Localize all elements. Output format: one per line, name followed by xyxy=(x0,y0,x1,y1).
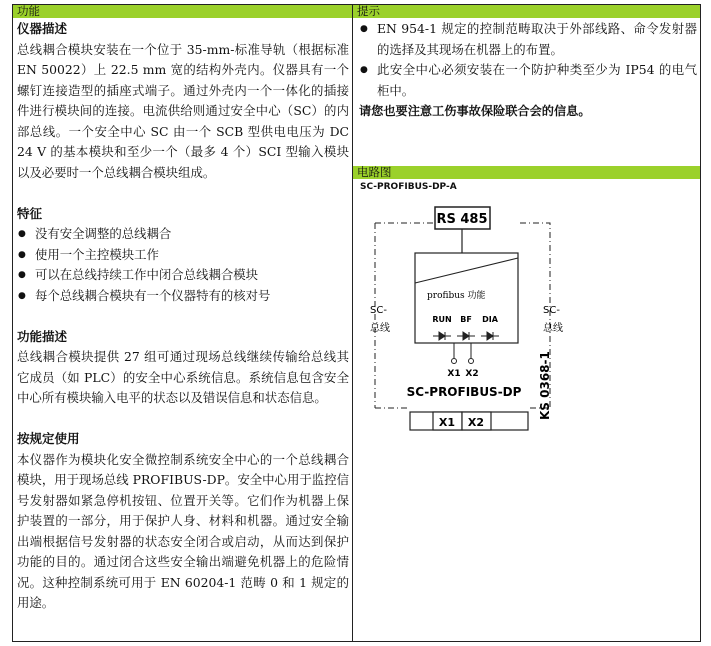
feature-item: ● 可以在总线持续工作中闭合总线耦合模块 xyxy=(17,265,349,286)
usage-description: 本仪器作为模块化安全微控制系统安全中心的一个总线耦合模块，用于现场总线 PROFIBUS-DP。安全中心用于监控信号发射器如紧急停机按钮、位置开关等。它们作为机器上保护装置的一部分，用于保护人身、材料和机器。通过安全输出端根据信号发射器的状态安全闭合或启动，从而达到保护功能的目的。通过闭合这些安全输出端避免机器上的危险情况。这种控制系统可用于 EN 60204-1 范畴 0 和 1 规定的用途。 xyxy=(17,451,349,610)
sc-bus-right-1: SC- xyxy=(543,305,560,316)
device-code: KS 0368-1 xyxy=(538,351,552,420)
notes-list xyxy=(359,19,697,101)
diagram-title: SC-PROFIBUS-DP-A xyxy=(360,182,457,192)
terminal-x2 xyxy=(469,359,474,364)
circuit-diagram xyxy=(353,198,700,443)
device-description: 总线耦合模块安装在一个位于 35-mm-标准导轨（根据标准 EN 50022）上 22.5 mm 宽的结构外壳内。仪器具有一个螺钉连接造型的插座式端子。通过外壳内一个一体化的插接件进行模块间的连接。电流供给则通过安全中心（SC）的内部总线。一个安全中心 SC 由一个 SCB 型供电电压为 DC 24 V 的基本模块和至少一个（最多 4 个）SCI 型输入模块以及必要时一个总线耦合模块组成。 xyxy=(17,41,349,180)
device-name: SC-PROFIBUS-DP xyxy=(406,385,522,399)
connector-x2: X2 xyxy=(467,416,485,429)
connector-x1: X1 xyxy=(438,416,456,429)
note-item: ● 此安全中心必须安装在一个防护种类至少为 IP54 的电气柜中。 xyxy=(359,60,697,101)
features-list xyxy=(17,224,349,306)
insurance-note: 请您也要注意工伤事故保险联合会的信息。 xyxy=(359,104,591,118)
function-description: 总线耦合模块提供 27 组可通过现场总线继续传输给总线其它成员（如 PLC）的安全中心系统信息。系统信息包含安全中心所有模块输入电平的状态以及错误信息和状态信息。 xyxy=(17,349,349,405)
sc-bus-right-2: 总线 xyxy=(543,323,563,334)
features-title: 特征 xyxy=(17,205,43,221)
rs485-label: RS 485 xyxy=(436,212,488,227)
header-function: 功能 xyxy=(13,5,352,18)
feature-item: ● 使用一个主控模块工作 xyxy=(17,245,349,266)
x1-label: X1 xyxy=(447,369,461,379)
function-title: 功能描述 xyxy=(17,328,68,344)
device-title: 仪器描述 xyxy=(17,21,68,36)
led-dia-label: DIA xyxy=(482,315,498,324)
led-bf-label: BF xyxy=(460,315,472,324)
left-column xyxy=(17,19,349,614)
right-column xyxy=(359,19,697,122)
sc-bus-left-1: SC- xyxy=(370,305,387,316)
feature-item: ● 没有安全调整的总线耦合 xyxy=(17,224,349,245)
led-run-label: RUN xyxy=(432,315,452,324)
terminal-x1 xyxy=(452,359,457,364)
usage-title: 按规定使用 xyxy=(17,431,80,446)
header-notes: 提示 xyxy=(353,5,700,18)
x2-label: X2 xyxy=(465,369,479,379)
feature-item: ● 每个总线耦合模块有一个仪器特有的核对号 xyxy=(17,286,349,307)
header-circuit: 电路图 xyxy=(353,166,700,179)
inner-label: profibus 功能 xyxy=(427,291,486,301)
note-item: ● EN 954-1 规定的控制范畴取决于外部线路、命令发射器的选择及其现场在机器上的布置。 xyxy=(359,19,697,60)
sc-bus-left-2: 总线 xyxy=(370,323,390,334)
